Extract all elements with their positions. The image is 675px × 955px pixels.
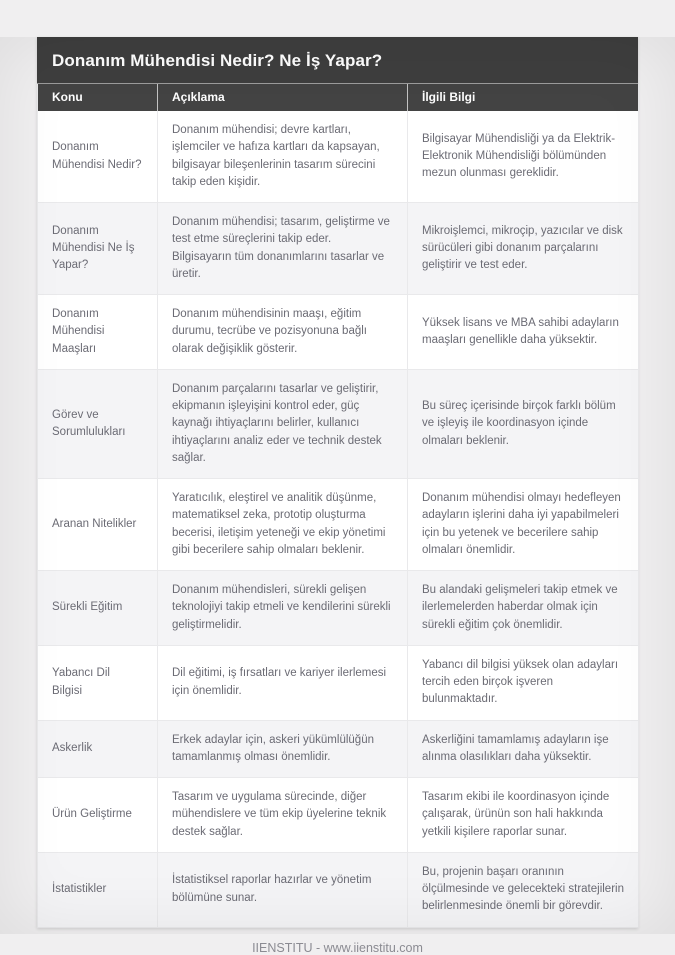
cell-konu: Sürekli Eğitim xyxy=(38,571,158,646)
cell-konu: İstatistikler xyxy=(38,852,158,927)
cell-ilgili-bilgi: Tasarım ekibi ile koordinasyon içinde çalışarak, ürünün son hali hakkında yetkili kişilere raporlar sunar. xyxy=(408,778,639,853)
table-row xyxy=(38,479,639,571)
cell-konu: Askerlik xyxy=(38,720,158,778)
cell-ilgili-bilgi: Askerliğini tamamlamış adayların işe alınma olasılıkları daha yüksektir. xyxy=(408,720,639,778)
cell-ilgili-bilgi: Bu, projenin başarı oranının ölçülmesinde ve gelecekteki stratejilerin belirlenmesinde önemli bir görevdir. xyxy=(408,852,639,927)
column-header-ilgili-bilgi: İlgili Bilgi xyxy=(408,84,639,111)
page xyxy=(0,37,675,955)
cell-ilgili-bilgi: Bu alandaki gelişmeleri takip etmek ve ilerlemelerden haberdar olmak için sürekli eğitim çok önemlidir. xyxy=(408,571,639,646)
cell-aciklama: Erkek adaylar için, askeri yükümlülüğün tamamlanmış olması önemlidir. xyxy=(158,720,408,778)
table-row xyxy=(38,295,639,370)
cell-ilgili-bilgi: Yabancı dil bilgisi yüksek olan adayları tercih eden birçok işveren bulunmaktadır. xyxy=(408,645,639,720)
table-row xyxy=(38,645,639,720)
cell-ilgili-bilgi: Bu süreç içerisinde birçok farklı bölüm ve işleyiş ile koordinasyon içinde olmaları beklenir. xyxy=(408,369,639,478)
cell-aciklama: Yaratıcılık, eleştirel ve analitik düşünme, matematiksel zeka, prototip oluşturma becerisi, iletişim yeteneği ve ekip yönetimi gibi becerilere sahip olmaları beklenir. xyxy=(158,479,408,571)
table-row xyxy=(38,720,639,778)
table-row xyxy=(38,203,639,295)
page-title: Donanım Mühendisi Nedir? Ne İş Yapar? xyxy=(37,37,638,84)
cell-aciklama: Dil eğitimi, iş fırsatları ve kariyer ilerlemesi için önemlidir. xyxy=(158,645,408,720)
cell-aciklama: Donanım mühendisi; devre kartları, işlemciler ve hafıza kartları da kapsayan, bilgisayar bileşenlerinin tasarım sürecini takip eden kişidir. xyxy=(158,111,408,203)
cell-aciklama: Donanım mühendisinin maaşı, eğitim durumu, tecrübe ve pozisyonuna bağlı olarak değişiklik gösterir. xyxy=(158,295,408,370)
cell-konu: Donanım Mühendisi Ne İş Yapar? xyxy=(38,203,158,295)
cell-ilgili-bilgi: Mikroişlemci, mikroçip, yazıcılar ve disk sürücüleri gibi donanım parçalarını geliştirir ve test eder. xyxy=(408,203,639,295)
cell-ilgili-bilgi: Donanım mühendisi olmayı hedefleyen adayların işlerini daha iyi yapabilmeleri için bu yetenek ve becerilere sahip olmaları önemlidir. xyxy=(408,479,639,571)
footer-text: IIENSTITU - www.iienstitu.com xyxy=(252,940,423,955)
cell-konu: Yabancı Dil Bilgisi xyxy=(38,645,158,720)
cell-aciklama: Donanım parçalarını tasarlar ve geliştirir, ekipmanın işleyişini kontrol eder, güç kaynağı ihtiyaçlarını belirler, kullanıcı ihtiyaçlarını analiz eder ve technik destek sağlar. xyxy=(158,369,408,478)
cell-aciklama: İstatistiksel raporlar hazırlar ve yönetim bölümüne sunar. xyxy=(158,852,408,927)
article-table-card xyxy=(37,37,638,928)
cell-aciklama: Donanım mühendisleri, sürekli gelişen teknolojiyi takip etmeli ve kendilerini sürekli geliştirmelidir. xyxy=(158,571,408,646)
cell-konu: Donanım Mühendisi Nedir? xyxy=(38,111,158,203)
table-header-row xyxy=(38,84,639,111)
cell-konu: Ürün Geliştirme xyxy=(38,778,158,853)
column-header-aciklama: Açıklama xyxy=(158,84,408,111)
cell-konu: Aranan Nitelikler xyxy=(38,479,158,571)
table-row xyxy=(38,571,639,646)
cell-konu: Donanım Mühendisi Maaşları xyxy=(38,295,158,370)
info-table xyxy=(37,84,639,928)
table-row xyxy=(38,852,639,927)
cell-ilgili-bilgi: Bilgisayar Mühendisliği ya da Elektrik-Elektronik Mühendisliği bölümünden mezun olunması gereklidir. xyxy=(408,111,639,203)
column-header-konu: Konu xyxy=(38,84,158,111)
table-row xyxy=(38,111,639,203)
table-row xyxy=(38,369,639,478)
table-body xyxy=(38,111,639,927)
table-row xyxy=(38,778,639,853)
cell-konu: Görev ve Sorumlulukları xyxy=(38,369,158,478)
cell-aciklama: Donanım mühendisi; tasarım, geliştirme ve test etme süreçlerini takip eder. Bilgisayarın tüm donanımlarını tasarlar ve üretir. xyxy=(158,203,408,295)
cell-ilgili-bilgi: Yüksek lisans ve MBA sahibi adayların maaşları genellikle daha yüksektir. xyxy=(408,295,639,370)
cell-aciklama: Tasarım ve uygulama sürecinde, diğer mühendislere ve tüm ekip üyelerine teknik destek sağlar. xyxy=(158,778,408,853)
